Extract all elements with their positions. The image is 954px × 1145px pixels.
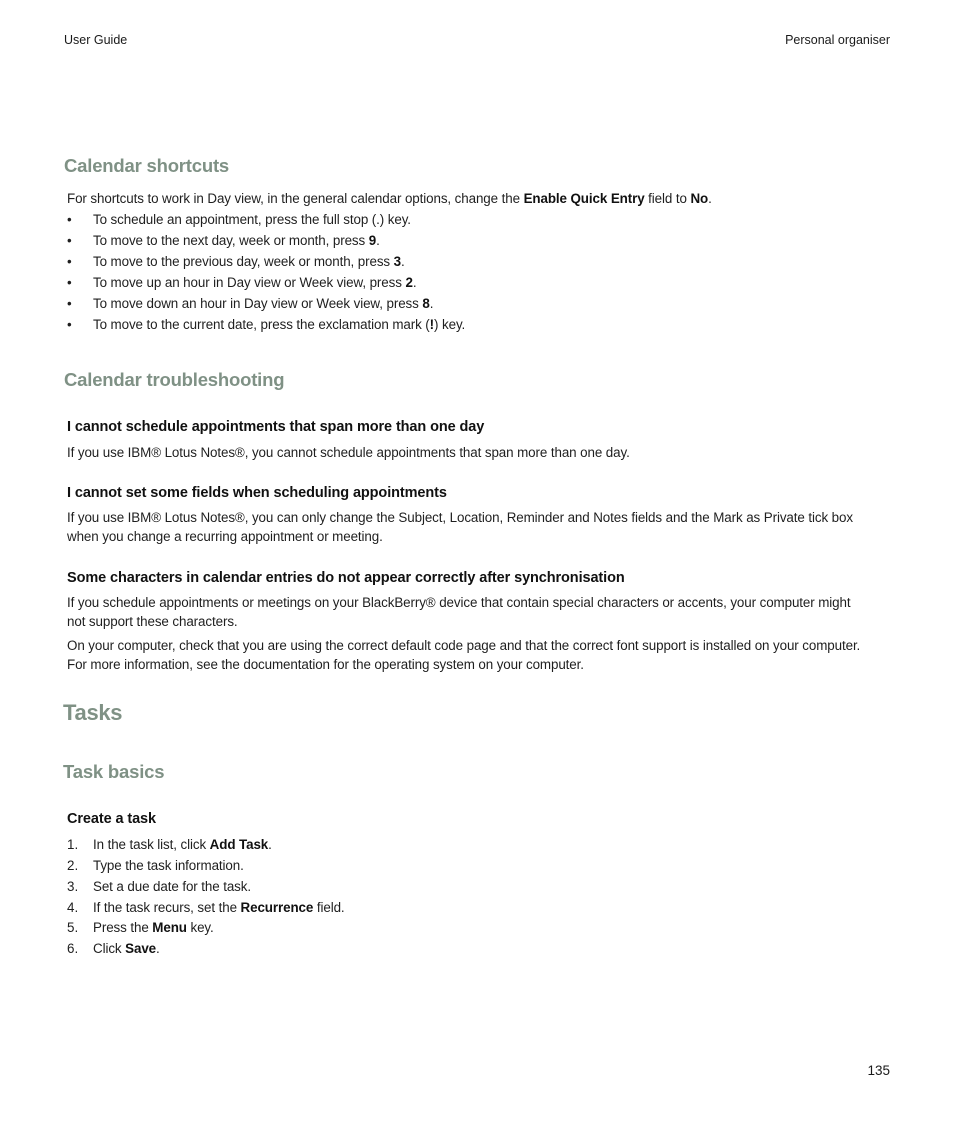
issue-text: If you schedule appointments or meetings on your BlackBerry® device that contain special characters or accents, your computer might <box>67 595 851 610</box>
list-item-text: To move up an hour in Day view or Week view, press 2. <box>93 275 417 290</box>
step-text: Press the Menu key. <box>93 920 214 935</box>
step-number: 4. <box>67 900 79 915</box>
step-number: 2. <box>67 858 79 873</box>
calendar-shortcuts-intro: For shortcuts to work in Day view, in the general calendar options, change the Enable Quick Entry field to No. <box>67 191 712 206</box>
bullet-marker: • <box>67 275 72 290</box>
step-text: If the task recurs, set the Recurrence field. <box>93 900 345 915</box>
step-text: In the task list, click Add Task. <box>93 837 272 852</box>
bullet-marker: • <box>67 254 72 269</box>
issue-text: If you use IBM® Lotus Notes®, you cannot schedule appointments that span more than one day. <box>67 445 630 460</box>
step-number: 6. <box>67 941 79 956</box>
task-basics-heading: Task basics <box>63 761 165 782</box>
step-text: Type the task information. <box>93 858 244 873</box>
bullet-marker: • <box>67 317 72 332</box>
step-number: 1. <box>67 837 79 852</box>
step-text: Set a due date for the task. <box>93 879 251 894</box>
calendar-troubleshooting-heading: Calendar troubleshooting <box>64 369 285 390</box>
bullet-marker: • <box>67 233 72 248</box>
issue-title: Some characters in calendar entries do not appear correctly after synchronisation <box>67 570 625 586</box>
bullet-marker: • <box>67 296 72 311</box>
header-doc-title: User Guide <box>64 33 128 47</box>
issue-text: when you change a recurring appointment or meeting. <box>67 529 383 544</box>
step-number: 3. <box>67 879 79 894</box>
list-item-text: To schedule an appointment, press the full stop (.) key. <box>93 212 411 227</box>
list-item-text: To move down an hour in Day view or Week view, press 8. <box>93 296 434 311</box>
create-task-heading: Create a task <box>67 811 156 827</box>
step-text: Click Save. <box>93 941 160 956</box>
list-item-text: To move to the previous day, week or month, press 3. <box>93 254 405 269</box>
tasks-heading: Tasks <box>63 700 123 725</box>
bullet-marker: • <box>67 212 72 227</box>
issue-text: not support these characters. <box>67 614 238 629</box>
issue-text: If you use IBM® Lotus Notes®, you can only change the Subject, Location, Reminder and Notes fields and the Mark as Private tick box <box>67 510 853 525</box>
step-number: 5. <box>67 920 79 935</box>
page-number: 135 <box>867 1063 890 1078</box>
list-item-text: To move to the next day, week or month, press 9. <box>93 233 380 248</box>
list-item-text: To move to the current date, press the exclamation mark (!) key. <box>93 317 466 332</box>
issue-title: I cannot set some fields when scheduling appointments <box>67 485 447 501</box>
issue-title: I cannot schedule appointments that span more than one day <box>67 419 485 435</box>
issue-text: On your computer, check that you are using the correct default code page and that the correct font support is installed on your computer. <box>67 638 861 653</box>
header-section-title: Personal organiser <box>785 33 890 47</box>
calendar-shortcuts-heading: Calendar shortcuts <box>64 155 229 176</box>
issue-text: For more information, see the documentation for the operating system on your computer. <box>67 657 584 672</box>
